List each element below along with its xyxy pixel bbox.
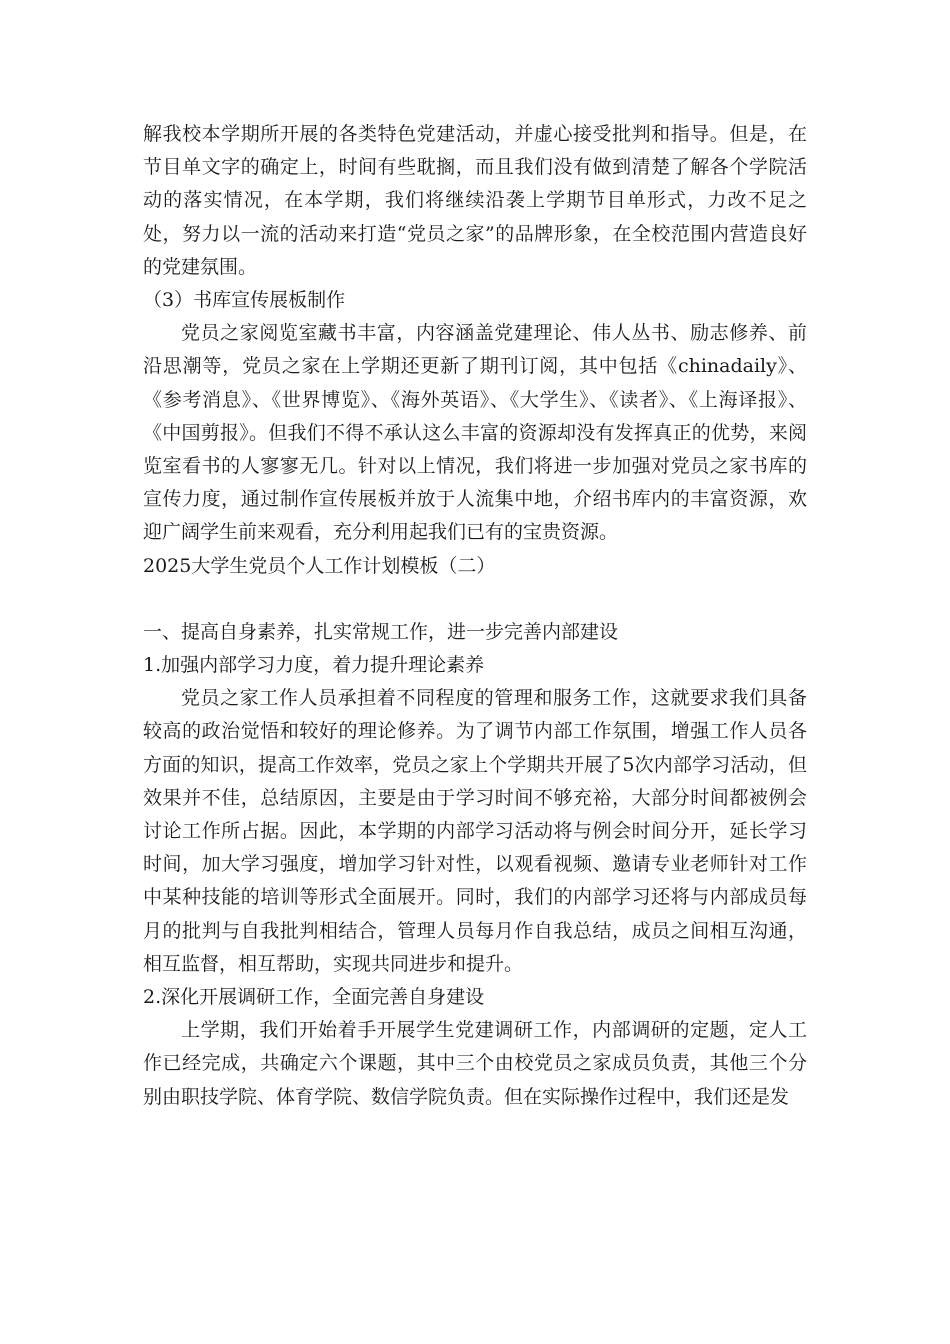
paragraph-reading-room: 党员之家阅览室藏书丰富，内容涵盖党建理论、伟人丛书、励志修养、前沿思潮等，党员之家在上学期还更新了期刊订阅，其中包括《chinadaily》、《参考消息》、《世界博览》、《海外英语》、《大学生》、《读者》、《上海译报》、《中国剪报》。但我们不得不承认这么丰富的资源却没有发挥真正的优势，来阅览室看书的人寥寥无几。针对以上情况，我们将进一步加强对党员之家书库的宣传力度，通过制作宣传展板并放于人流集中地，介绍书库内的丰富资源，欢迎广阔学生前来观看，充分利用起我们已有的宝贵资源。	[143, 322, 807, 544]
paragraph-internal-study: 党员之家工作人员承担着不同程度的管理和服务工作，这就要求我们具备较高的政治觉悟和较好的理论修养。为了调节内部工作氛围，增强工作人员各方面的知识，提高工作效率，党员之家上个学期共开展了5次内部学习活动，但效果并不佳，总结原因，主要是由于学习时间不够充裕，大部分时间都被例会讨论工作所占据。因此，本学期的内部学习活动将与例会时间分开，延长学习时间，加大学习强度，增加学习针对性，以观看视频、邀请专业老师针对工作中某种技能的培训等形式全面展开。同时，我们的内部学习还将与内部成员每月的批判与自我批判相结合，管理人员每月作自我总结，成员之间相互沟通，相互监督，相互帮助，实现共同进步和提升。	[143, 687, 807, 975]
item-heading-2: 2.深化开展调研工作，全面完善自身建设	[143, 986, 485, 1009]
item-heading-1: 1.加强内部学习力度，着力提升理论素养	[143, 654, 485, 677]
section-heading-1: 一、提高自身素养，扎实常规工作，进一步完善内部建设	[143, 620, 619, 643]
paragraph-continued: 解我校本学期所开展的各类特色党建活动，并虚心接受批判和指导。但是，在节目单文字的确定上，时间有些耽搁，而且我们没有做到清楚了解各个学院活动的落实情况，在本学期，我们将继续沿袭上学期节目单形式，力改不足之处，努力以一流的活动来打造“党员之家”的品牌形象，在全校范围内营造良好的党建氛围。	[143, 123, 807, 278]
paragraph-research: 上学期，我们开始着手开展学生党建调研工作，内部调研的定题，定人工作已经完成，共确定六个课题，其中三个由校党员之家成员负责，其他三个分别由职技学院、体育学院、数信学院负责。但在实际操作过程中，我们还是发	[143, 1019, 807, 1108]
document-title: 2025大学生党员个人工作计划模板（二）	[143, 554, 496, 577]
document-body	[143, 118, 807, 1114]
subheading-bookstore-board: （3）书库宣传展板制作	[143, 289, 346, 312]
